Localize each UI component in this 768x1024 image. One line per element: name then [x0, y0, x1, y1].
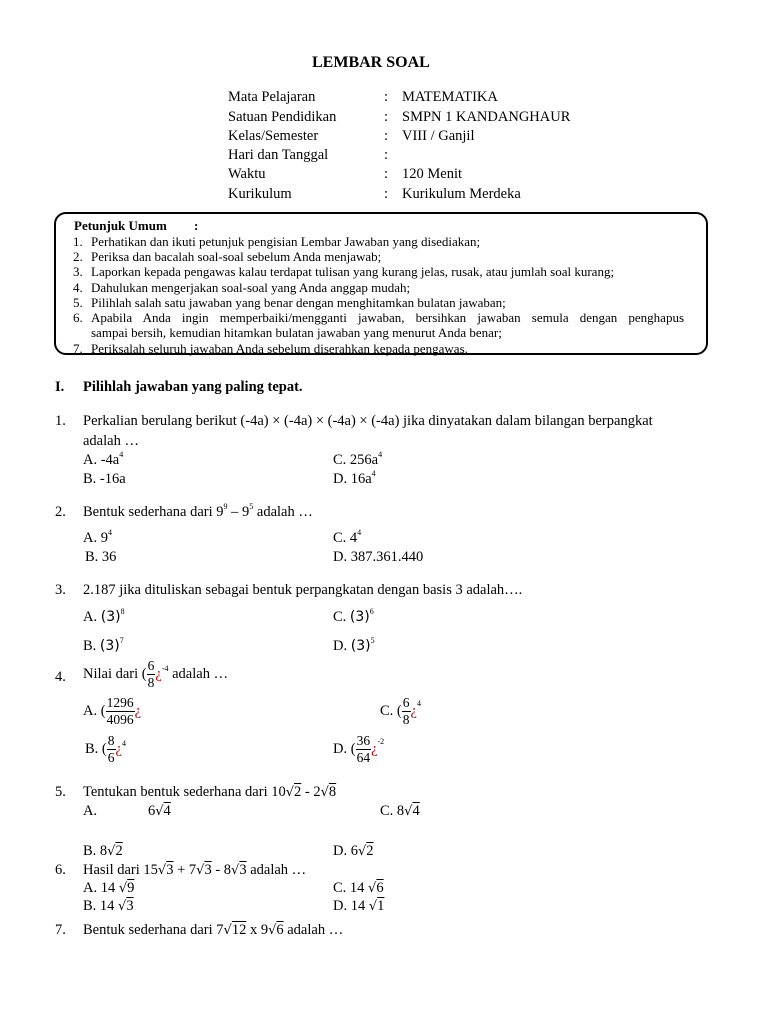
option-a[interactable]: A. $(3)^8$: [83, 607, 125, 625]
option-d[interactable]: D. $16a^4$: [333, 469, 376, 487]
info-sep: :: [384, 128, 389, 144]
question-text-cont: adalah …: [83, 433, 139, 449]
instruction-num: 3.: [73, 264, 83, 279]
info-value: 120 Menit: [402, 166, 463, 182]
option-a-label[interactable]: A.: [83, 803, 98, 819]
option-b[interactable]: B. 8√2: [83, 843, 123, 859]
fraction: $\frac{6}{8}$: [147, 658, 155, 690]
option-c[interactable]: C. $256a^4$: [333, 450, 383, 468]
info-label: Kelas/Semester: [228, 128, 319, 144]
option-a[interactable]: A. 14 √9: [83, 880, 135, 896]
option-a[interactable]: A. $-4a^4$: [83, 450, 124, 468]
sqrt-symbol: √: [268, 923, 277, 938]
instruction-text-cont: sampai bersih, kemudian hitamkan bulatan jawaban yang menurut Anda benar;: [91, 325, 502, 340]
instruction-text: Periksa dan bacalah soal-soal sebelum Anda menjawab;: [91, 249, 382, 264]
option-c[interactable]: C. 14 √6: [333, 880, 384, 896]
sqrt-symbol: √: [320, 785, 329, 800]
section-title: Pilihlah jawaban yang paling tepat.: [83, 379, 303, 395]
sqrt-symbol: √: [368, 881, 377, 896]
instruction-text: Laporkan kepada pengawas kalau terdapat tulisan yang kurang jelas, rusak, atau jumlah soal kurang;: [91, 264, 615, 279]
sqrt-symbol: √: [196, 863, 205, 878]
option-d[interactable]: D. 387.361.440: [333, 549, 424, 565]
info-label: Mata Pelajaran: [228, 89, 316, 105]
option-b[interactable]: B. 14 √3: [83, 898, 134, 914]
info-value: MATEMATIKA: [402, 89, 498, 105]
sqrt-symbol: √: [368, 899, 378, 914]
option-c[interactable]: C. $(3)^6$: [333, 607, 374, 625]
question-text: Tentukan bentuk sederhana dari 10√2 - 2√8: [83, 784, 337, 800]
option-b[interactable]: B. -16a: [83, 471, 126, 487]
sqrt-symbol: √: [357, 844, 367, 859]
option-d[interactable]: D. 14 √1: [333, 898, 385, 914]
question-text: Nilai dari ( $\frac{6}{8}$ ¿$^{-4}$ adalah …: [83, 658, 229, 690]
instruction-num: 1.: [73, 234, 83, 249]
info-label: Waktu: [228, 166, 266, 182]
question-number: 7.: [55, 922, 66, 938]
info-sep: :: [384, 89, 389, 105]
sqrt-symbol: √: [107, 844, 116, 859]
question-text: Hasil dari 15√3 + 7√3 - 8√3 adalah …: [83, 862, 307, 878]
option-b[interactable]: B. 36: [85, 549, 117, 565]
question-number: 1.: [55, 413, 66, 429]
option-a-value[interactable]: 6√4: [148, 803, 171, 819]
question-number: 5.: [55, 784, 66, 800]
instruction-text: Apabila Anda ingin memperbaiki/mengganti jawaban, bersihkan jawaban semula dengan penghapus: [91, 310, 684, 325]
question-text: Perkalian berulang berikut (-4a) × (-4a) × (-4a) × (-4a) jika dinyatakan dalam bilangan berpangkat: [83, 413, 653, 429]
option-b[interactable]: B. ( $\frac{8}{6}$ ¿$^4$: [85, 733, 126, 765]
section-number: I.: [55, 379, 65, 395]
info-sep: :: [384, 147, 389, 163]
info-value: VIII / Ganjil: [402, 128, 475, 144]
fraction: $\frac{8}{6}$: [107, 733, 115, 765]
instruction-text: Dahulukan mengerjakan soal-soal yang Anda anggap mudah;: [91, 280, 411, 295]
instruction-text: Periksalah seluruh jawaban Anda sebelum diserahkan kepada pengawas.: [91, 341, 468, 356]
instruction-num: 2.: [73, 249, 83, 264]
fraction: $\frac{1296}{4096}$: [106, 695, 134, 727]
info-sep: :: [384, 109, 389, 125]
sqrt-symbol: √: [118, 881, 128, 896]
sqrt-symbol: √: [157, 863, 167, 878]
question-text: Bentuk sederhana dari 7√12 x 9√6 adalah …: [83, 922, 344, 938]
question-number: 2.: [55, 504, 66, 520]
sqrt-symbol: √: [155, 804, 164, 819]
sqrt-symbol: √: [231, 863, 240, 878]
info-label: Kurikulum: [228, 186, 292, 202]
info-value: Kurikulum Merdeka: [402, 186, 521, 202]
sqrt-symbol: √: [285, 785, 295, 800]
instruction-text: Pilihlah salah satu jawaban yang benar dengan menghitamkan bulatan jawaban;: [91, 295, 506, 310]
instruction-num: 6.: [73, 310, 83, 325]
option-c[interactable]: C. 8√4: [380, 803, 420, 819]
question-text: Bentuk sederhana dari $9^9 - 9^5$ adalah …: [83, 502, 313, 520]
fraction: $\frac{6}{8}$: [402, 695, 410, 727]
option-d[interactable]: D. ( $\frac{36}{64}$ ¿$^{-2}$: [333, 733, 385, 765]
sqrt-symbol: √: [404, 804, 413, 819]
option-c[interactable]: C. $4^4$: [333, 528, 362, 546]
option-c[interactable]: C. ( $\frac{6}{8}$ ¿$^4$: [380, 695, 421, 727]
option-a[interactable]: A. ( $\frac{1296}{4096}$ ¿: [83, 695, 141, 727]
instructions-colon: :: [194, 218, 199, 233]
fraction: $\frac{36}{64}$: [356, 733, 371, 765]
question-text: 2.187 jika dituliskan sebagai bentuk perpangkatan dengan basis 3 adalah….: [83, 582, 523, 598]
info-label: Hari dan Tanggal: [228, 147, 329, 163]
page-title: LEMBAR SOAL: [312, 54, 430, 71]
instruction-num: 7.: [73, 341, 83, 356]
sqrt-symbol: √: [118, 899, 127, 914]
info-value: SMPN 1 KANDANGHAUR: [402, 109, 571, 125]
instructions-heading: Petunjuk Umum: [74, 218, 167, 233]
info-sep: :: [384, 186, 389, 202]
option-b[interactable]: B. $(3)^7$: [83, 636, 124, 654]
instruction-text: Perhatikan dan ikuti petunjuk pengisian Lembar Jawaban yang disediakan;: [91, 234, 481, 249]
info-sep: :: [384, 166, 389, 182]
sqrt-symbol: √: [223, 923, 232, 938]
question-number: 3.: [55, 582, 66, 598]
info-label: Satuan Pendidikan: [228, 109, 337, 125]
instruction-num: 4.: [73, 280, 83, 295]
option-a[interactable]: A. $9^4$: [83, 528, 112, 546]
question-number: 4.: [55, 669, 66, 685]
option-d[interactable]: D. 6√2: [333, 843, 374, 859]
instruction-num: 5.: [73, 295, 83, 310]
question-number: 6.: [55, 862, 66, 878]
option-d[interactable]: D. $(3)^5$: [333, 636, 375, 654]
